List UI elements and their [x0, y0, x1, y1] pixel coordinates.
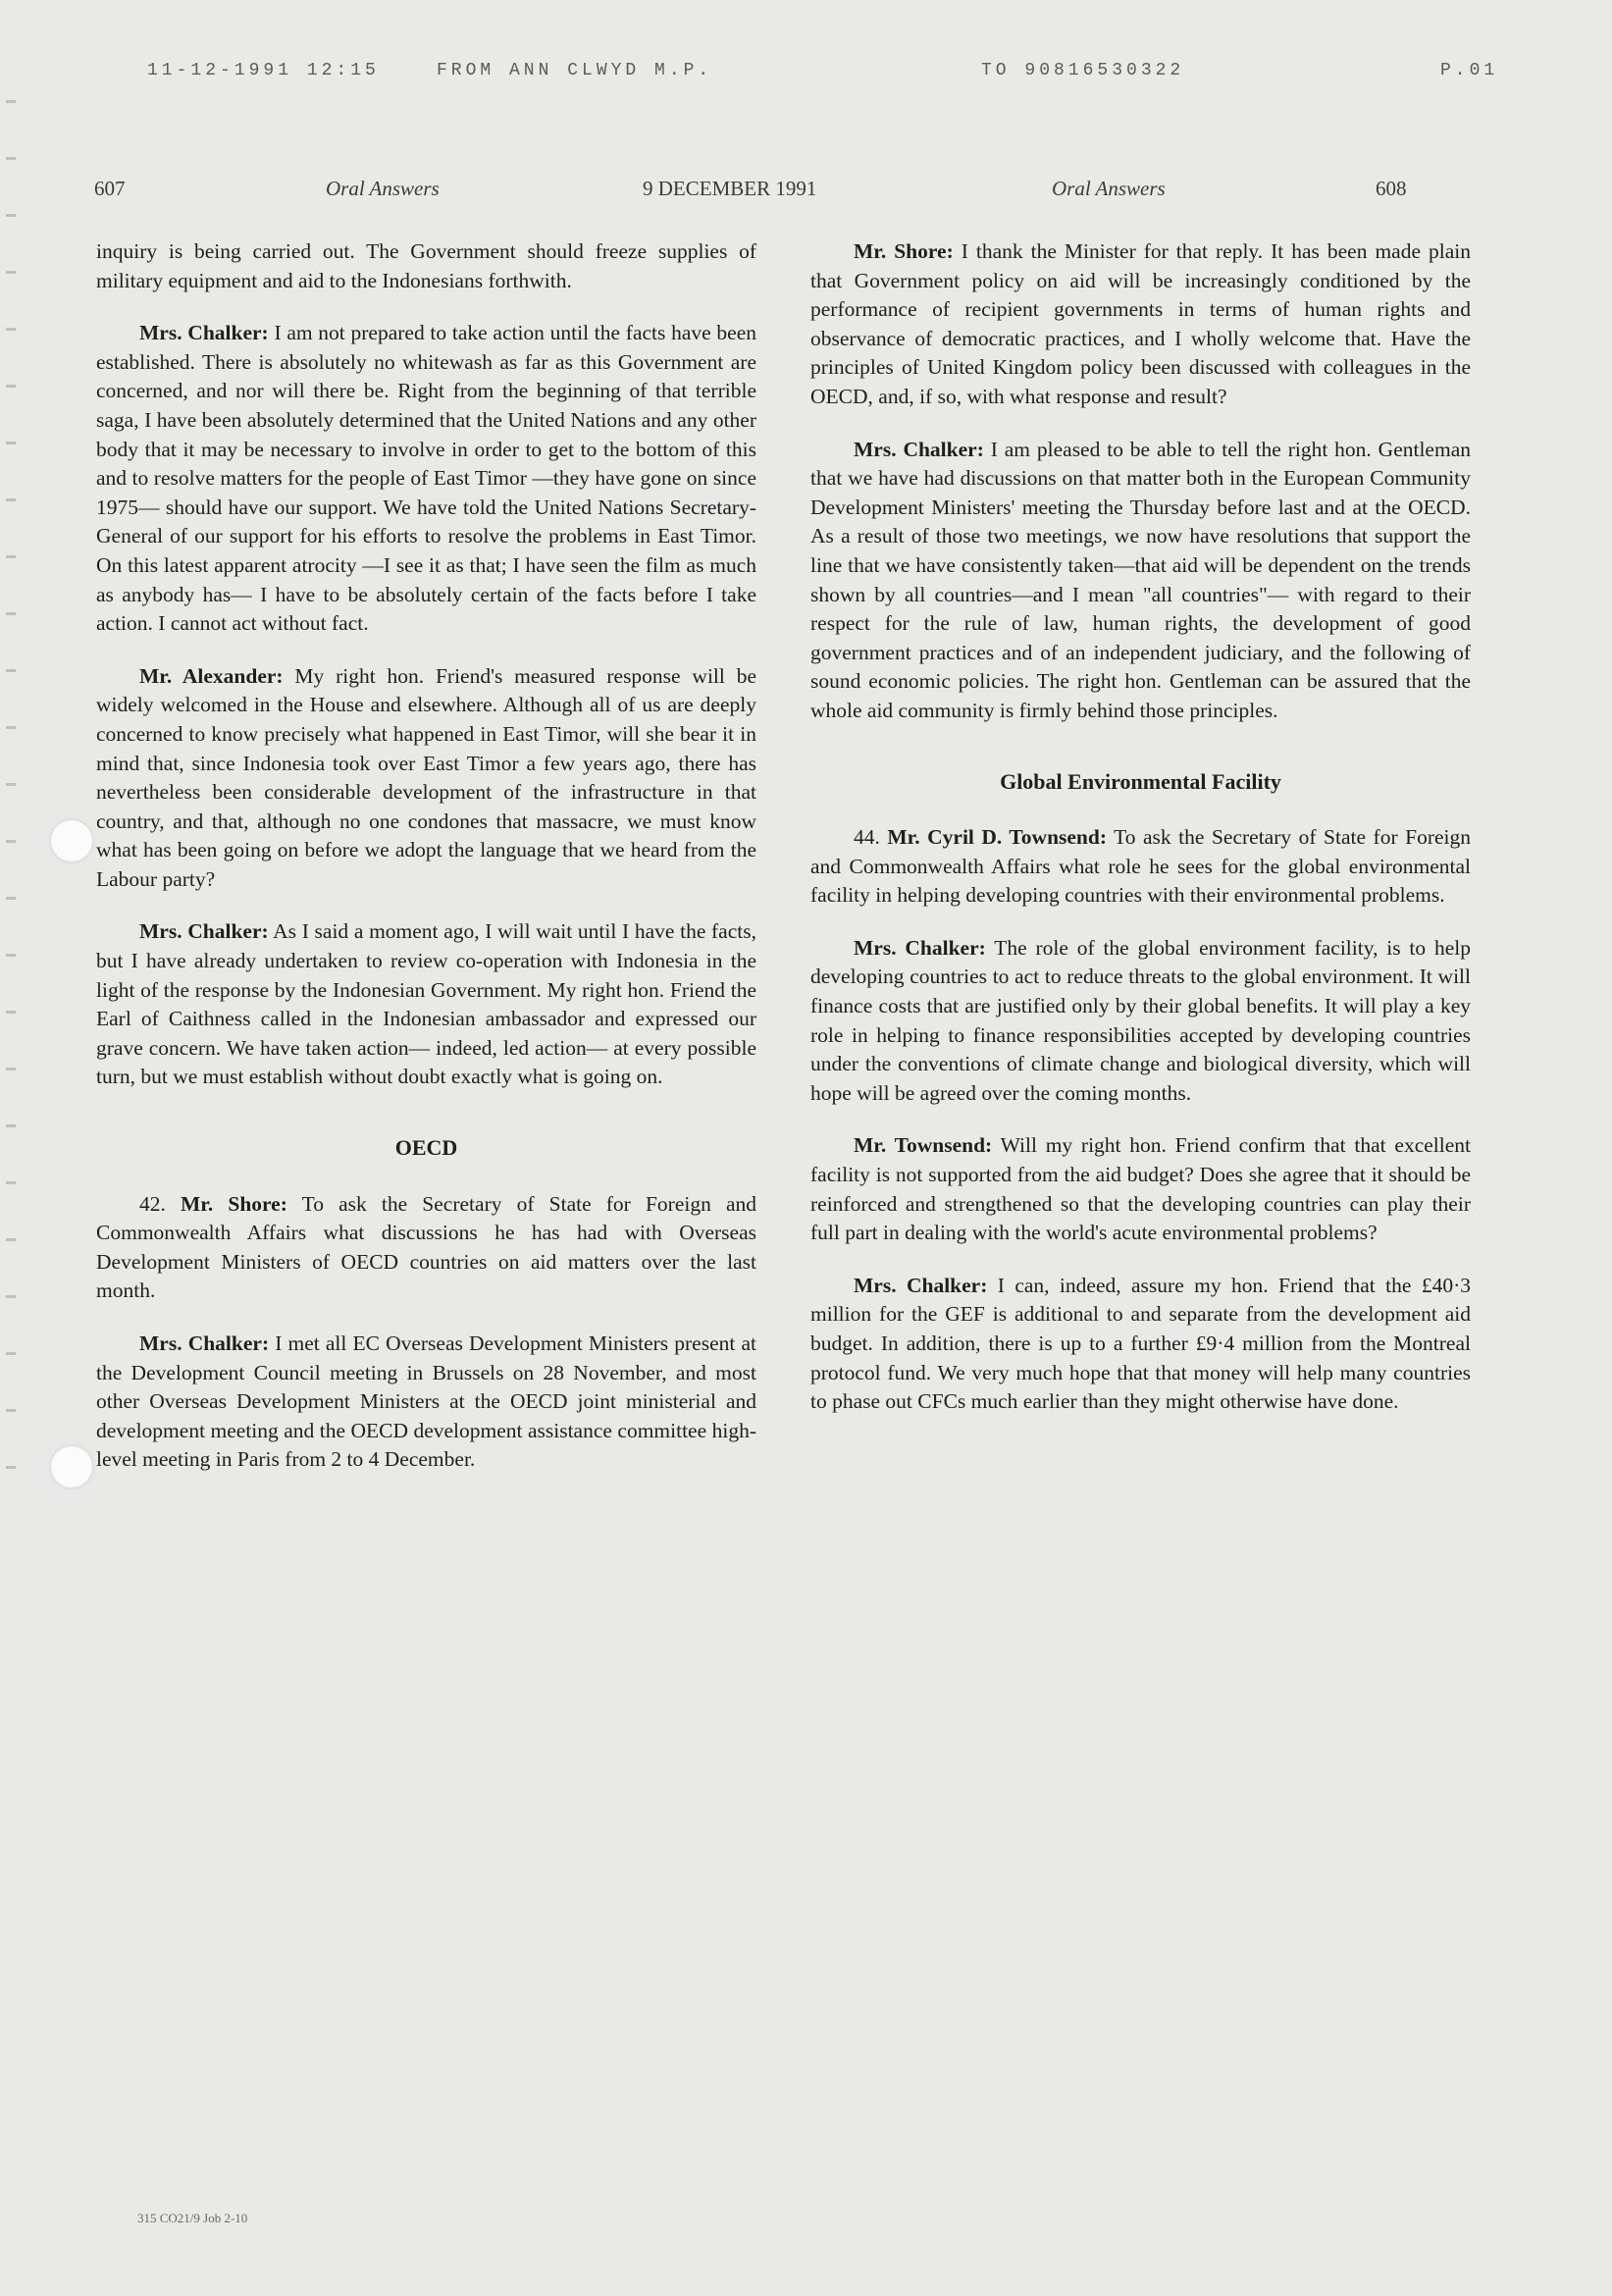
right-column	[810, 237, 1471, 1440]
left-column	[96, 237, 756, 1498]
speech-text: The role of the global environment facility, is to help developing countries to act to reduce threats to the global environment. It will finance costs that are justified only by their global benefits. It will play a key role in helping to finance responsibilities accepted by developing countries under the conventions of climate change and biological diversity, which will hope will be agreed over the coming months.	[810, 935, 1471, 1105]
speech-text: Will my right hon. Friend confirm that that excellent facility is not supported from the aid budget? Does she agree that it should be reinforced and strengthened so that the developing countries can play their full part in dealing with the world's acute environmental problems?	[810, 1133, 1471, 1245]
speech-text: To ask the Secretary of State for Foreign and Commonwealth Affairs what role he sees for the global environmental facility in helping developing countries with their environmental problems.	[810, 825, 1471, 908]
question-number: 44.	[854, 825, 880, 850]
fax-from: FROM ANN CLWYD M.P.	[437, 61, 713, 80]
right-page-number: 608	[1376, 177, 1407, 200]
left-running-title: Oral Answers	[326, 177, 440, 200]
speaker-name: Mrs. Chalker:	[854, 1273, 988, 1297]
print-code-footer: 315 CO21/9 Job 2-10	[137, 2211, 248, 2225]
speaker-name: Mrs. Chalker:	[139, 919, 269, 944]
speech-text: I am pleased to be able to tell the right hon. Gentleman that we have had discussions on that matter both in the European Community Development Ministers' meeting the Thursday before last and at the OECD. As a result of those two meetings, we now have resolutions that support the line that we have consistently taken—that aid will be dependent on the trends shown by all countries—and I mean "all countries"— with regard to their respect for the rule of law, human rights, the development of good government practices and of an independent judiciary, and the following of sound economic policies. The right hon. Gentleman can be assured that the whole aid community is firmly behind those principles.	[810, 437, 1471, 722]
section-heading-gef: Global Environmental Facility	[1000, 768, 1281, 794]
answer-paragraph	[810, 436, 1471, 726]
answer-paragraph	[810, 1272, 1471, 1417]
speaker-name: Mr. Alexander:	[139, 663, 284, 688]
question-paragraph	[810, 823, 1471, 911]
answer-paragraph	[96, 917, 756, 1092]
speaker-name: Mr. Cyril D. Townsend:	[887, 825, 1108, 850]
right-running-title: Oral Answers	[1052, 177, 1166, 200]
fax-page-number: P.01	[1440, 61, 1499, 80]
scan-edge-marks	[6, 78, 16, 1501]
speaker-name: Mr. Townsend:	[854, 1133, 993, 1158]
question-paragraph	[96, 1190, 756, 1306]
running-date: 9 DECEMBER 1991	[643, 177, 817, 200]
section-heading-oecd: OECD	[394, 1135, 458, 1161]
fax-to: TO 90816530322	[981, 61, 1185, 80]
fax-datetime: 11-12-1991 12:15	[147, 61, 380, 80]
speech-text: My right hon. Friend's measured response will be widely welcomed in the House and elsewhere. Although all of us are deeply concerned to know precisely what happened in East Timor, will she bear it in mind that, since Indonesia took over East Timor a few years ago, there has nevertheless been considerable development of the infrastructure in that country, and that, although no one condones that massacre, we must know what has been going on before we adopt the language that we heard from the Labour party?	[96, 663, 756, 891]
paragraph-continuation: inquiry is being carried out. The Government should freeze supplies of military equipment and aid to the Indonesians forthwith.	[96, 239, 756, 292]
answer-paragraph	[810, 934, 1471, 1109]
punch-hole	[51, 820, 92, 861]
speaker-name: Mr. Shore:	[854, 239, 954, 263]
question-number: 42.	[139, 1191, 166, 1216]
speech-text: I thank the Minister for that reply. It has been made plain that Government policy on aid will be increasingly conditioned by the performance of recipient governments in terms of human rights and observance of democratic practices, and I wholly welcome that. Have the principles of United Kingdom policy been discussed with colleagues in the OECD, and, if so, with what response and result?	[810, 239, 1471, 408]
answer-paragraph	[96, 1330, 756, 1475]
speech-text: I met all EC Overseas Development Ministers present at the Development Council meeting in Brussels on 28 November, and most other Overseas Development Ministers at the OECD joint ministerial and development meeting and the OECD development assistance committee high-level meeting in Paris from 2 to 4 December.	[96, 1331, 756, 1472]
speaker-name: Mr. Shore:	[181, 1191, 287, 1216]
speaker-name: Mrs. Chalker:	[854, 935, 986, 960]
speech-text: To ask the Secretary of State for Foreign and Commonwealth Affairs what discussions he has had with Overseas Development Ministers of OECD countries on aid matters over the last month.	[96, 1191, 756, 1303]
speaker-name: Mrs. Chalker:	[139, 1331, 270, 1355]
speech-text: I am not prepared to take action until the facts have been established. There is absolutely no whitewash as far as this Government are concerned, and nor will there be. Right from the beginning of that terrible saga, I have been absolutely determined that the United Nations and any other body that it may be necessary to involve in order to get to the bottom of this and to resolve matters for the people of East Timor —they have gone on since 1975— should have our support. We have told the United Nations Secretary-General of our support for his efforts to resolve the problems in East Timor. On this latest apparent atrocity —I see it as that; I have seen the film as much as anybody has— I have to be absolutely certain of the facts before I take action. I cannot act without fact.	[96, 321, 756, 636]
left-page-number: 607	[94, 177, 126, 200]
answer-paragraph	[96, 319, 756, 639]
speech-text: I can, indeed, assure my hon. Friend that the £40·3 million for the GEF is additional to and separate from the development aid budget. In addition, there is up to a further £9·4 million from the Montreal protocol fund. We very much hope that that money will help many countries to phase out CFCs much earlier than they might otherwise have done.	[810, 1273, 1471, 1414]
question-paragraph	[810, 237, 1471, 412]
speaker-name: Mrs. Chalker:	[854, 437, 984, 461]
punch-hole	[51, 1446, 92, 1487]
speech-text: As I said a moment ago, I will wait until I have the facts, but I have already undertaken to review co-operation with Indonesia in the light of the response by the Indonesian Government. My right hon. Friend the Earl of Caithness called in the Indonesian ambassador and expressed our grave concern. We have taken action— indeed, led action— at every possible turn, but we must establish without doubt exactly what is going on.	[96, 919, 756, 1089]
question-paragraph	[96, 662, 756, 895]
question-paragraph	[810, 1131, 1471, 1247]
speaker-name: Mrs. Chalker:	[139, 321, 269, 345]
